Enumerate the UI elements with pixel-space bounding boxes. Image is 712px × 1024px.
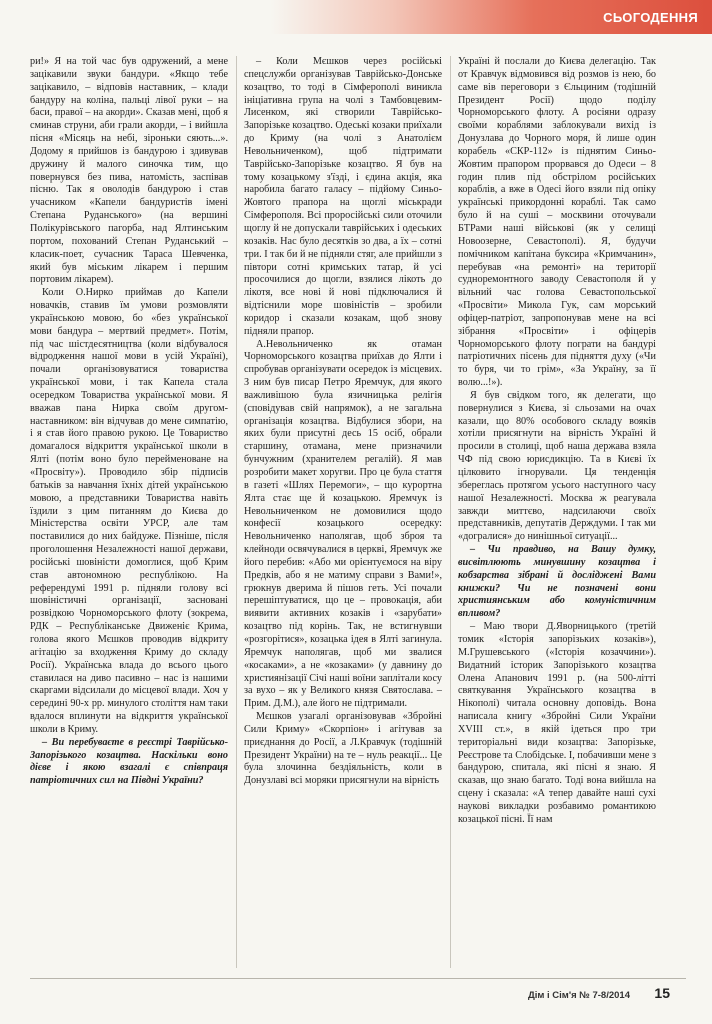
magazine-issue: Дім і Сім'я № 7-8/2014: [527, 990, 630, 1001]
column-2: [244, 56, 442, 968]
article-paragraph: Мєшков узагалі організовував «Збройні Сили Криму» «Скорпіон» і агітував за приєднання до Росії, а Л.Кравчук (тодішній Президент України) на те – нуль реакції... Це була злочинна бездіяльність, коли в Донузлаві всі моряки присягнули на вірність: [244, 711, 442, 787]
interview-question: – Ви перебуваєте в реєстрі Таврійсько-Запорізького козацтва. Наскільки воно дієве і якою взагалі є співпраця патріотичних сил на Півдні України?: [30, 736, 228, 787]
page-footer: [0, 978, 712, 1024]
column-divider: [236, 56, 237, 968]
footer-divider: [30, 978, 686, 979]
interview-question: – Чи правдиво, на Вашу думку, висвітлюють минувшину козацтва і кобзарства зібрані й досліджені Вами книжки? Чи не позначені вони християнським або комуністичним впливом?: [458, 544, 656, 620]
page-number: 15: [654, 985, 670, 1001]
article-paragraph: Україні й послали до Києва делегацію. Так от Кравчук відмовився від розмов із нею, бо саме вів переговори з Єльциним (тодішній Президент Росії) щодо поділу Чорноморського флоту. А росіяни одразу своїми кораблями заблокували вихід із Донузлава до Чорного моря, й лише один корабель «СКР-112» із піднятим Синьо-Жовтим прапором прорвався до Одеси – 8 годин плив під обстрілом російських кораблів, а вже в Одесі його взяли під опіку українські прикордонні кораблі. Так само було й на суші – москвини оточували БТРами наші військові (як у селищі Новоозерне, Севастополі). Я, будучи помічником капітана буксира «Кримчанин», перебував «на ремонті» на території судноремонтного заводу Севастополя й у вільний час голова Севастопольської «Просвіти» Микола Гук, сам морський офіцер-патріот, запропонував мене на всі зібрання «Просвіти» і офіцерів Чорноморського флоту пограти на бандурі патріотичних пісень для підняття духу («Чи то буря, чи то грім», «За Україну, за її волю...!»).: [458, 56, 656, 389]
article-paragraph: А.Невольниченко як отаман Чорноморського козацтва приїхав до Ялти і спробував організувати осередок із місцевих. З ним був писар Петро Яремчук, для якого важливішою була язичницька релігія (сповідував свій напрямок), а не загальна організація козацтва. Відбулися збори, на яких були присутні десь 15 осіб, обрали старшину, отамана, мене призначили бунчужним (хранителем регалій). Я мав розробити макет хоругви. Про це була стаття в газеті «Шлях Перемоги», – що курортна Ялта стає ще й козацькою. Яремчук із Невольниченком не домовилися щодо конфесії козацького осередку: Невольниченко наполягав, щоб зброя та клейноди освячувалися в церкві, Яремчук же його перебив: «Або ми орієнтуємося на віру Предків, або я не матиму справи з Вами!», грюкнув дверима й пішов геть. Усі почали перешіптуватися, що це – провокація, аби виявити активних козаків і «зарубати» козацтво під корінь. Так, не встигнувши «розгорітися», козацька ідея в Ялті загинула. Яремчук наполягав, щоб ми звалися «косаками», а не «козаками» (у давнину до християнізації Січі наші воїни заплітали косу за вухо – як у Великого князя Святослава. – Прим. Д.М.), але його не підтримали.: [244, 338, 442, 710]
article-paragraph: Коли О.Нирко приймав до Капели новачків, ставив їм умови розмовляти українською мовою, бо «без української мови бандура – мертвий предмет». Потім, під час шістдесятництва (коли відбувалося відродження нашої мови в усій Україні), почали організовуватися товариства української мови, і так Капела стала осередком Товариства української мови. Я вважав пана Нирка своїм другом-наставником: він відчував до мене симпатію, і я став його правою рукою. Це Товариство домагалося відкриття української школи в Ялті (потім воно було перейменоване на «Просвіту»). Проводило збір підписів батьків за навчання їхніх дітей українською мовою, а представники Товариства навіть їздили з цим питанням до Києва до Міністерства освіти УРСР, але там поставилися до них байдуже. Пізніше, після проголошення Незалежності нашої держави, російські шовіністи домоглися, щоб Крим став автономною республікою. На референдумі 1991 р. підняли голову всі шовіністичні організації, засновані розвідкою Чорноморського флоту (зокрема, РДК – Республіканське Движеніє Крима, голова якого Мєшков проводив відкриту агітацію за входження Криму до складу Росії). Українська влада до всього цього ставилася на диво пасивно – нас із нашими скаргами відсилали до місцевої влади. Хоч у середині 90-х рр. минулого століття нам таки вдалося вплинути на відкриття української школи в Криму.: [30, 287, 228, 735]
column-divider: [450, 56, 451, 968]
column-1: [30, 56, 228, 968]
article-paragraph: – Коли Мєшков через російські спецслужби організував Таврійсько-Донське козацтво, то тоді в Сімферополі виникла ініціативна група на чолі з Тамбовцевим-Лисенком, які створили Таврійсько-Запорізьке козацтво. Одеські козаки приїхали до Криму (на чолі з Анатолієм Невольниченком), щоб підтримати Таврійсько-Запорізьке козацтво. Я був на тому козацькому з'їзді, і єдина акція, яка наробила багато галасу – підйому Синьо-Жовтого прапора на щоглі міськради Сімферополя. Всі проросійські сили оточили щоглу й не допускали таврійських і одеських козаків. Нас було десятків зо два, а їх – сотні три. І так би й не підняли стяг, але прийшли з півтори сотні кримських татар, й усі просочилися до щогли, взялися лікоть до лікотя, все нові й нові підключалися й відтіснили море шовіністів – зробили коридор і сказали козакам, щоб знову підняли прапор.: [244, 56, 442, 337]
header-bar: [0, 0, 712, 34]
article-body: [0, 56, 712, 971]
article-paragraph: ри!» Я на той час був одружений, а мене зацікавили звуки бандури. «Якщо тебе зацікавило, – відповів наставник, – клади бандуру на коліна, пальці лівої руки – на баси, правої – на акорди». Сказав мені, щоб я сминав струни, аби грали акорди, – і вийшла пісня «Місяць на небі, зіроньки сяють...». Додому я прийшов із бандурою і здивував дружину й малого синочка тим, що повернувся без пива, натомість, заспівав пісню. Так я оволодів бандурою і став учасником «Капели бандуристів імені Степана Руданського» (на вершині Полікурівського пагорба, над Ялтинським портом, похований Степан Руданський – класик-поет, сучасник Тараса Шевченка, який був міським лікарем і першим портовим лікарем).: [30, 56, 228, 286]
article-paragraph: – Маю твори Д.Яворницького (третій томик «Історія запорізьких козаків»), М.Грушевського («Історія козаччини»). Видатний історик Запорізького козацтва Олена Апанович 1991 р. (на 500-літті святкування Українського козацтва в Нікополі) читала основну доповідь. Вона написала книгу «Збройні Сили України XVIII ст.», в якій ідеться про три територіальні види козацтва: Запорізьке, Реєстрове та Слобідське. І, побачивши мене з бандурою, спитала, які пісні я знаю. Я сказав, що знаю багато. Тоді вона вийшла на сцену і сказала: «А тепер давайте наші сухі наукові викладки розбавимо романтикою козацької пісні. Її нам: [458, 621, 656, 825]
column-3: [458, 56, 656, 968]
article-paragraph: Я був свідком того, як делегати, що повернулися з Києва, зі сльозами на очах казали, що 80% особового складу вояків хотіли присягнути на вірність Україні й просили в столиці, щоб наша держава взяла ЧФ під свою юрисдикцію. Та в Києві їх цілковито ігнорували. Ця тенденція збереглась протягом усього наступного часу нашої Незалежності. Москва ж реагувала завжди миттєво, надсилаючи своїх представників, депутатів Держдуми. І так ми «догралися» до нинішньої ситуації...: [458, 389, 656, 543]
section-title: СЬОГОДЕННЯ: [603, 10, 698, 25]
